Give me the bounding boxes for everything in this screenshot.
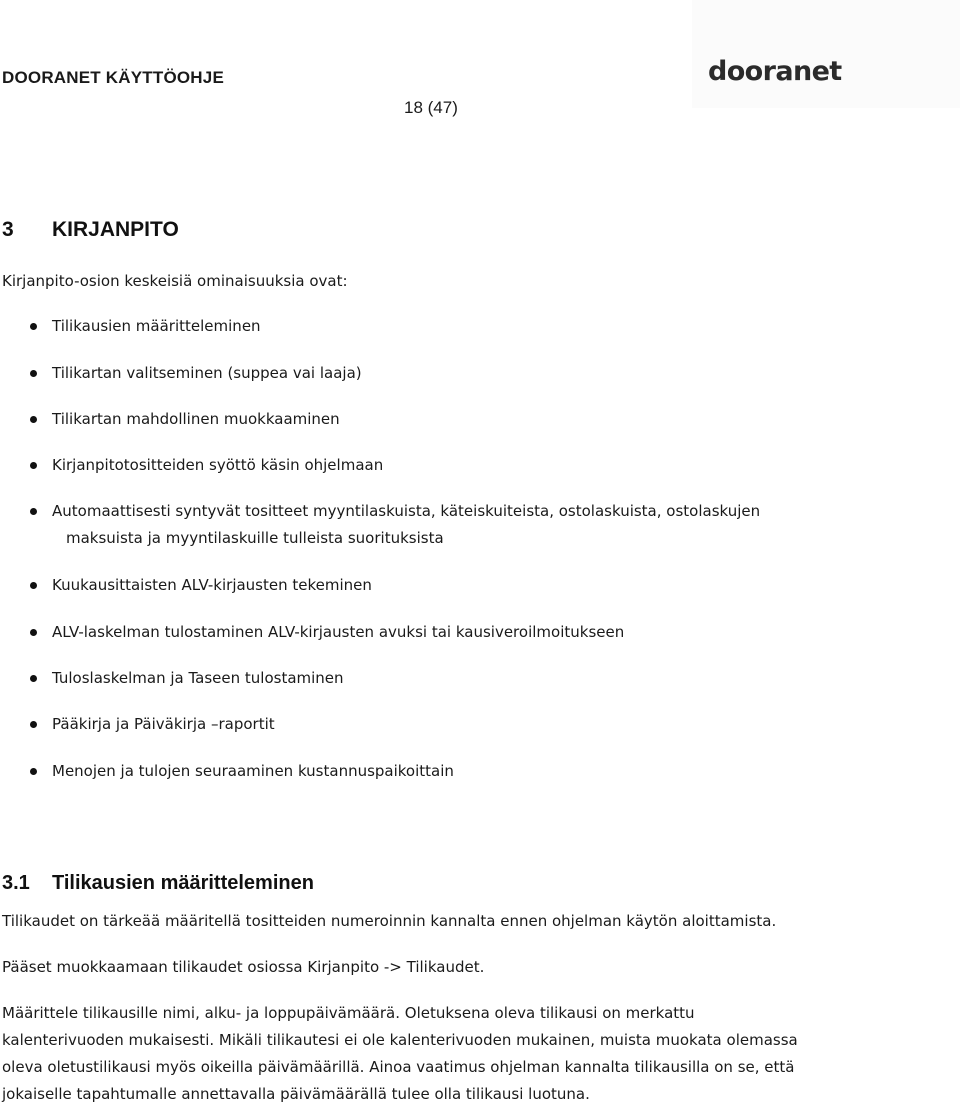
bullet-icon — [30, 508, 37, 515]
bullet-icon — [30, 768, 37, 775]
list-item: Tilikartan mahdollinen muokkaaminen — [30, 406, 340, 433]
logo-area — [692, 0, 960, 108]
paragraph: Pääset muokkaamaan tilikaudet osiossa Kirjanpito -> Tilikaudet. — [2, 958, 485, 976]
list-item: Pääkirja ja Päiväkirja –raportit — [30, 711, 275, 738]
section-title: KIRJANPITO — [52, 218, 179, 241]
list-item: Kirjanpitotositteiden syöttö käsin ohjelmaan — [30, 452, 383, 479]
subsection-title: Tilikausien määritteleminen — [52, 872, 314, 894]
bullet-icon — [30, 370, 37, 377]
subsection-number: 3.1 — [2, 872, 30, 894]
list-item: Tilikartan valitseminen (suppea vai laaja) — [30, 360, 362, 387]
bullet-icon — [30, 416, 37, 423]
bullet-icon — [30, 323, 37, 330]
list-item: Tuloslaskelman ja Taseen tulostaminen — [30, 665, 344, 692]
bullet-icon — [30, 721, 37, 728]
paragraph: Määrittele tilikausille nimi, alku- ja loppupäivämäärä. Oletuksena oleva tilikausi on merkattu kalenterivuoden mukaisesti. Mikäli tilikautesi ei ole kalenterivuoden mukainen, muista muokata olemassa oleva oletustilikausi myös oikeilla päivämäärillä. Ainoa vaatimus ohjelman kannalta tilikausilla on se, että jokaiselle tapahtumalle annettavalla päivämäärällä tulee olla tilikausi luotuna. — [2, 1004, 798, 1103]
list-item: Menojen ja tulojen seuraaminen kustannuspaikoittain — [30, 758, 454, 785]
section-number: 3 — [2, 218, 14, 241]
dooranet-logo: dooranet — [708, 56, 842, 87]
list-item: ALV-laskelman tulostaminen ALV-kirjausten avuksi tai kausiveroilmoitukseen — [30, 619, 624, 646]
list-item: Automaattisesti syntyvät tositteet myyntilaskuista, käteiskuiteista, ostolaskuista, ostolaskujen maksuista ja myyntilaskuille tulleista suorituksista — [30, 498, 760, 552]
section-intro: Kirjanpito-osion keskeisiä ominaisuuksia ovat: — [2, 272, 348, 290]
page-number: 18 (47) — [404, 98, 458, 117]
subsection-heading — [2, 872, 314, 895]
document-title: DOORANET KÄYTTÖOHJE — [2, 68, 224, 87]
bullet-icon — [30, 675, 37, 682]
paragraph: Tilikaudet on tärkeää määritellä tositteiden numeroinnin kannalta ennen ohjelman käytön aloittamista. — [2, 912, 777, 930]
bullet-icon — [30, 462, 37, 469]
list-item: Kuukausittaisten ALV-kirjausten tekeminen — [30, 572, 372, 599]
bullet-icon — [30, 582, 37, 589]
bullet-icon — [30, 629, 37, 636]
list-item: Tilikausien määritteleminen — [30, 313, 261, 340]
section-heading — [2, 218, 179, 242]
